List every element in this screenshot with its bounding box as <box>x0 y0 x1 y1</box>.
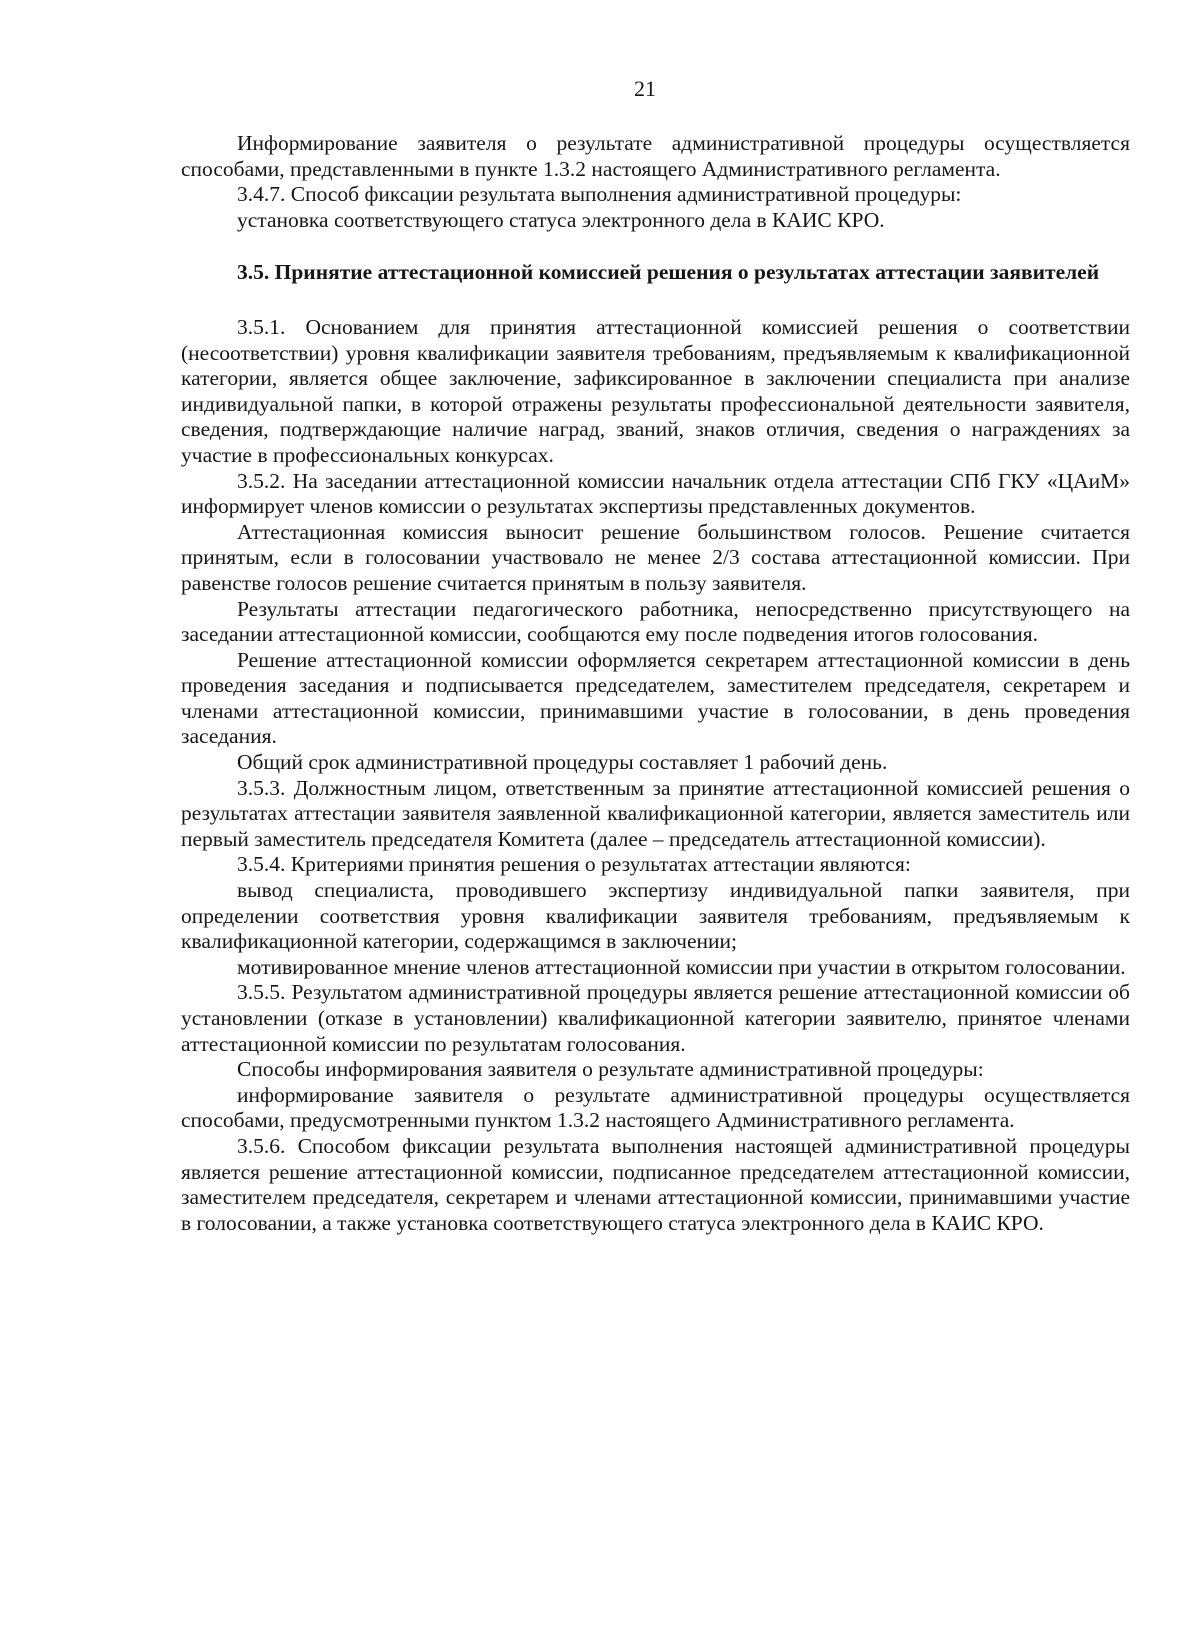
paragraph-results-announced: Результаты аттестации педагогического работника, непосредственно присутствующего на заседании аттестационной комиссии, сообщаются ему после подведения итогов голосования. <box>181 596 1130 647</box>
paragraph-majority-vote: Аттестационная комиссия выносит решение большинством голосов. Решение считается принятым, если в голосовании участвовало не менее 2/3 состава аттестационной комиссии. При равенстве голосов решение считается принятым в пользу заявителя. <box>181 519 1130 595</box>
paragraph-informing-3-4: Информирование заявителя о результате административной процедуры осуществляется способами, представленными в пункте 1.3.2 настоящего Административного регламента. <box>181 131 1130 181</box>
paragraph-3-5-1: 3.5.1. Основанием для принятия аттестационной комиссией решения о соответствии (несоответствии) уровня квалификации заявителя требованиям, предъявляемым к квалификационной категории, является общее заключение, зафиксированное в заключении специалиста при анализе индивидуальной папки, в которой отражены результаты профессиональной деятельности заявителя, сведения, подтверждающие наличие наград, званий, знаков отличия, сведения о награждениях за участие в профессиональных конкурсах. <box>181 314 1130 467</box>
paragraph-total-term: Общий срок административной процедуры составляет 1 рабочий день. <box>237 750 888 775</box>
section-heading-3-5: 3.5. Принятие аттестационной комиссией решения о результатах аттестации заявителей <box>237 260 1100 285</box>
paragraph-informing-methods: Способы информирования заявителя о результате административной процедуры: <box>237 1057 984 1082</box>
paragraph-3-5-6: 3.5.6. Способом фиксации результата выполнения настоящей административной процедуры является решение аттестационной комиссии, подписанное председателем аттестационной комиссии, заместителем председателя, секретарем и членами аттестационной комиссии, принимавшими участие в голосовании, а также установка соответствующего статуса электронного дела в КАИС КРО. <box>181 1133 1130 1235</box>
section-3-5-body <box>181 315 1130 1236</box>
paragraph-criterion-specialist: вывод специалиста, проводившего экспертизу индивидуальной папки заявителя, при определении соответствия уровня квалификации заявителя требованиям, предъявляемым к квалификационной категории, содержащимся в заключении; <box>181 878 1130 954</box>
paragraph-3-5-4: 3.5.4. Критериями принятия решения о результатах аттестации являются: <box>237 852 911 877</box>
paragraph-criterion-opinion: мотивированное мнение членов аттестационной комиссии при участии в открытом голосовании. <box>237 954 1126 979</box>
document-body <box>181 131 1130 1236</box>
paragraph-3-4-7-status: установка соответствующего статуса электронного дела в КАИС КРО. <box>237 207 885 232</box>
paragraph-informing-3-5: информирование заявителя о результате административной процедуры осуществляется способами, предусмотренными пунктом 1.3.2 настоящего Административного регламента. <box>181 1082 1130 1133</box>
paragraph-3-5-2: 3.5.2. На заседании аттестационной комиссии начальник отдела аттестации СПб ГКУ «ЦАиМ» информирует членов комиссии о результатах экспертизы представленных документов. <box>181 468 1130 519</box>
paragraph-decision-formalized: Решение аттестационной комиссии оформляется секретарем аттестационной комиссии в день проведения заседания и подписывается председателем, заместителем председателя, секретарем и членами аттестационной комиссии, принимавшими участие в голосовании, в день проведения заседания. <box>181 647 1130 749</box>
paragraph-3-5-5: 3.5.5. Результатом административной процедуры является решение аттестационной комиссии об установлении (отказе в установлении) квалификационной категории заявителю, принятое членами аттестационной комиссии по результатам голосования. <box>181 980 1130 1056</box>
page-number: 21 <box>634 76 656 101</box>
paragraph-3-4-7: 3.4.7. Способ фиксации результата выполнения административной процедуры: <box>237 182 962 207</box>
paragraph-3-5-3: 3.5.3. Должностным лицом, ответственным за принятие аттестационной комиссией решения о результатах аттестации заявителя заявленной квалификационной категории, является заместитель или первый заместитель председателя Комитета (далее – председатель аттестационной комиссии). <box>181 775 1130 851</box>
section-3-4-tail <box>181 131 1130 233</box>
